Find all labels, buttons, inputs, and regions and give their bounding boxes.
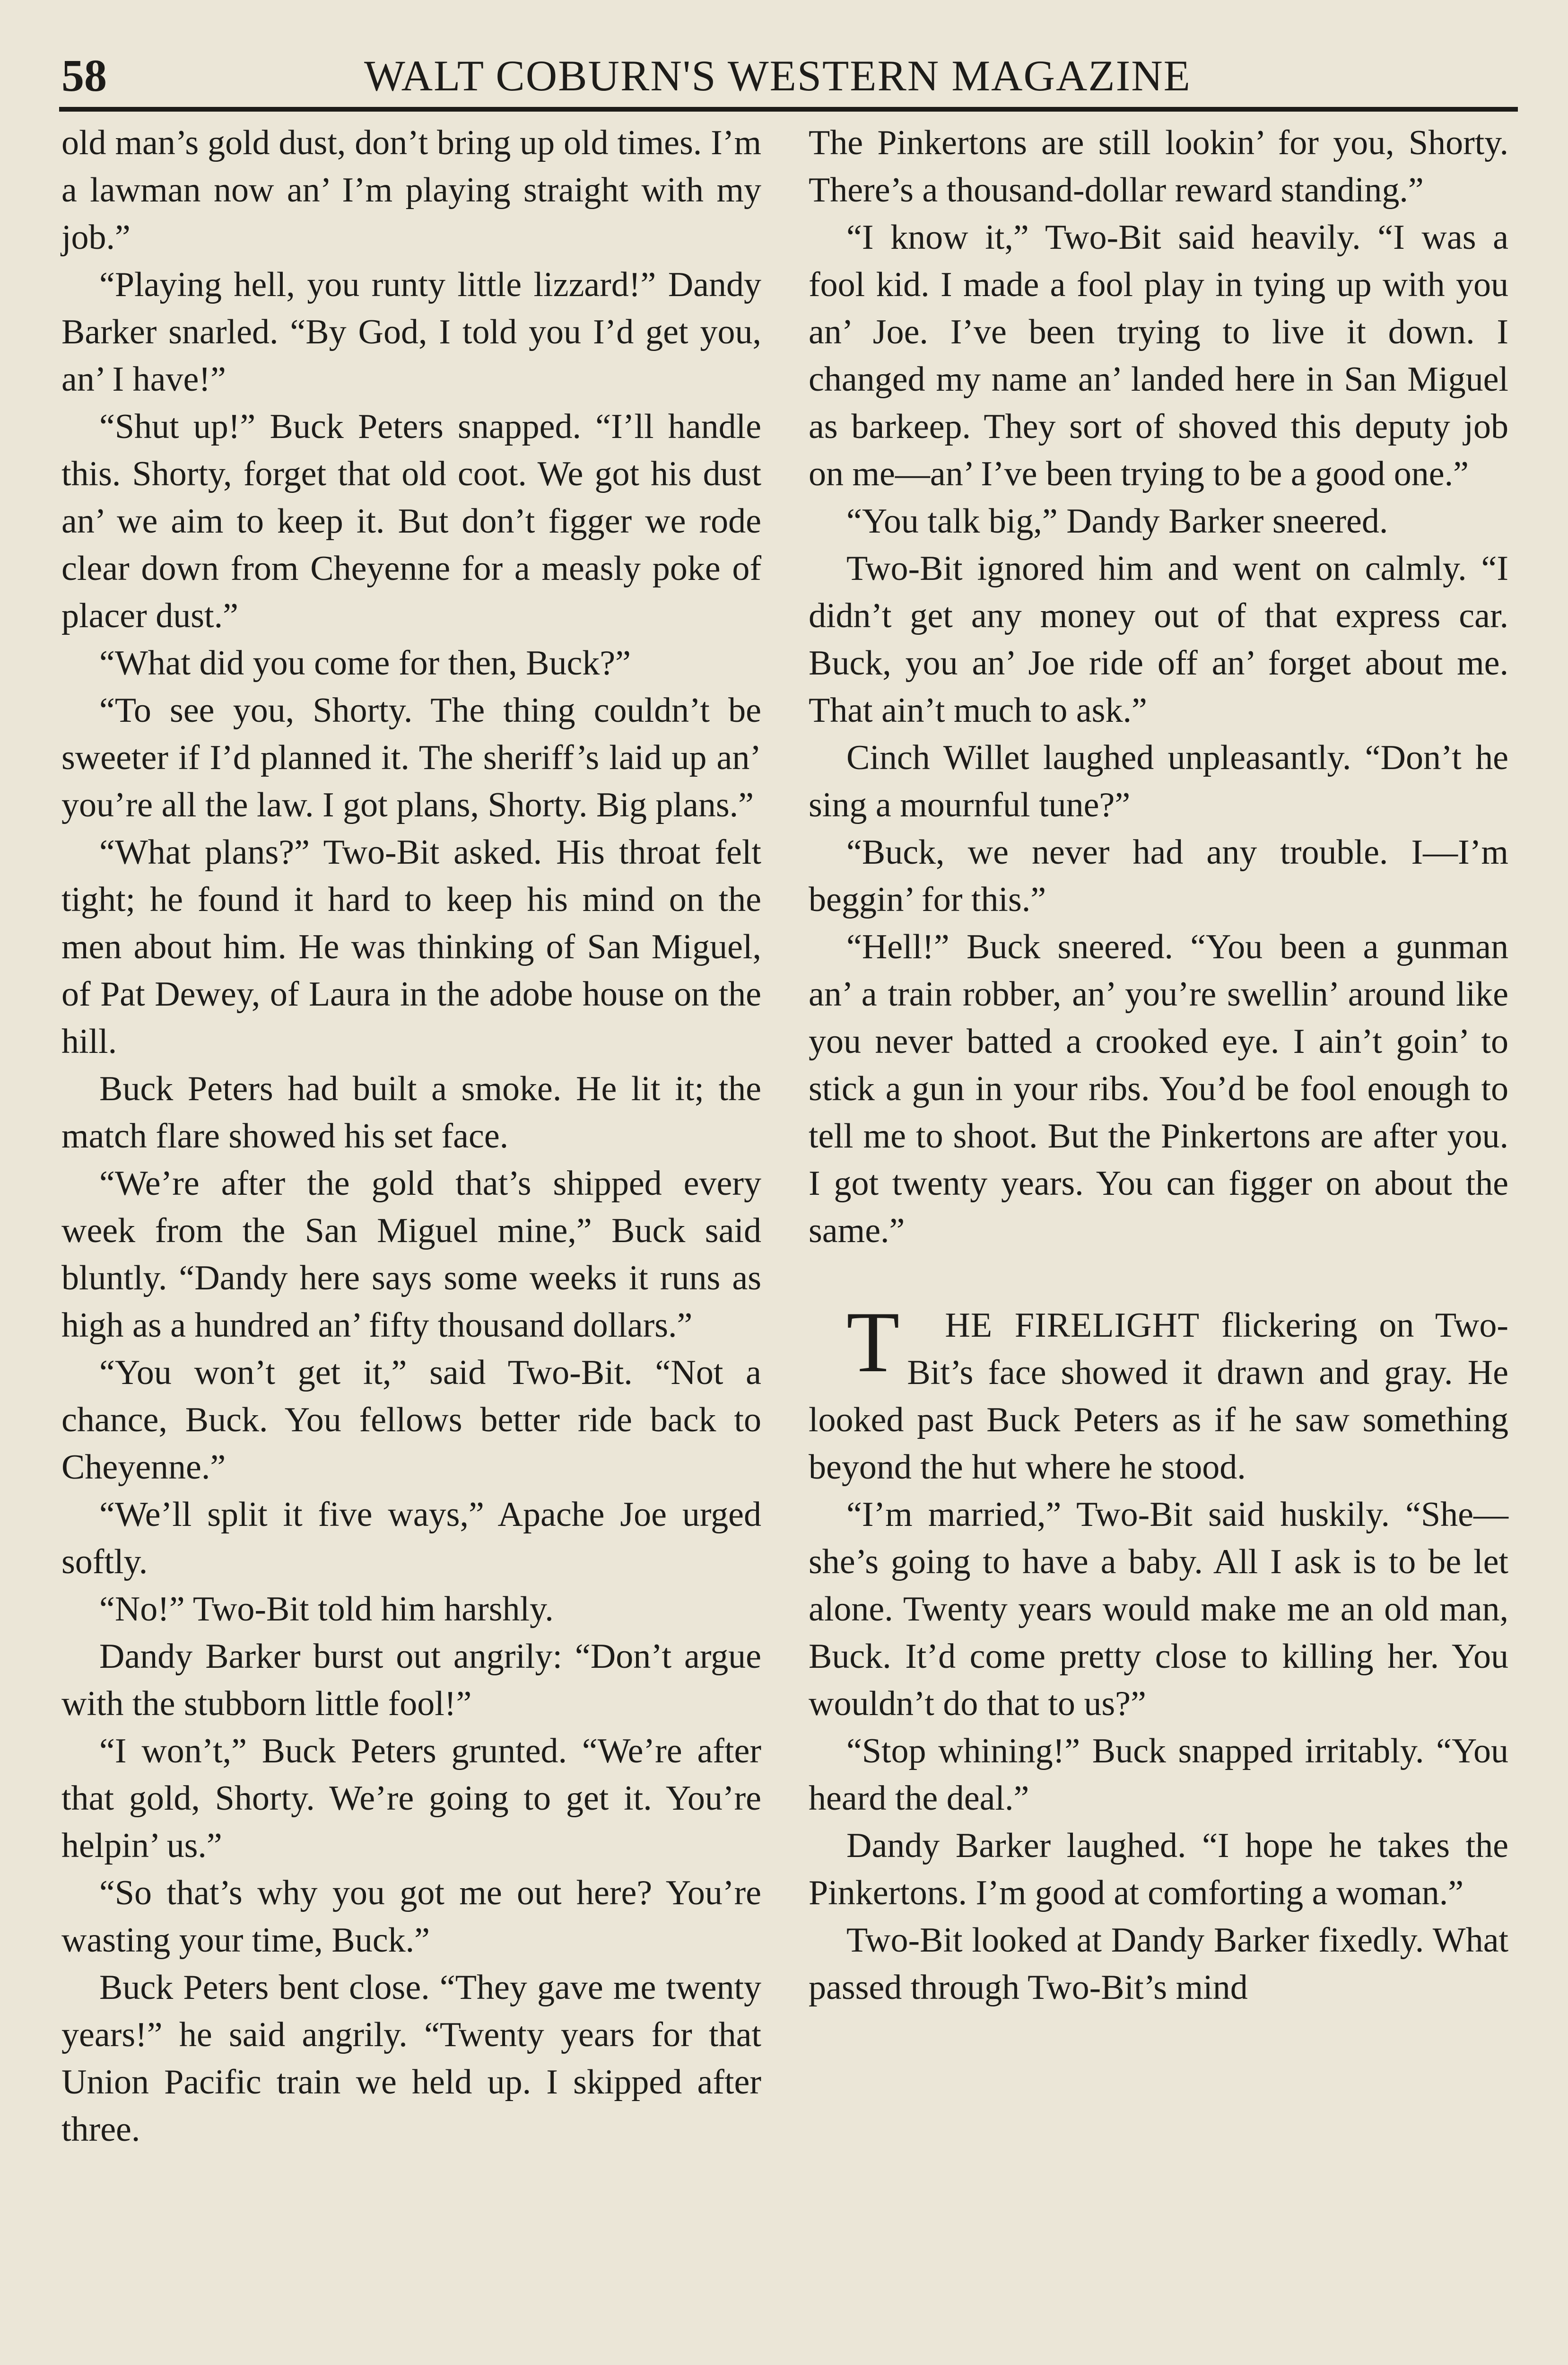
page-header bbox=[61, 45, 1518, 106]
paragraph: Two-Bit looked at Dandy Barker fixedly. What passed through Two-Bit’s mind bbox=[809, 1921, 1508, 2007]
paragraph: “You talk big,” Dandy Barker sneered. bbox=[846, 502, 1388, 541]
running-head: WALT COBURN'S WESTERN MAGAZINE bbox=[364, 52, 1191, 100]
paragraph: old man’s gold dust, don’t bring up old times. I’m a lawman now an’ I’m playing straight with my job.” bbox=[61, 123, 761, 257]
paragraph: “Playing hell, you runty little lizzard!” Dandy Barker snarled. “By God, I told you I’d get you, an’ I have!” bbox=[61, 265, 761, 399]
paragraph: “Buck, we never had any trouble. I—I’m beggin’ for this.” bbox=[809, 833, 1508, 919]
lead-text: flickering on Two-Bit’s face showed it drawn and gray. He looked past Buck Peters as if he saw something beyond the hut where he stood. bbox=[809, 1306, 1508, 1487]
paragraph: “We’ll split it five ways,” Apache Joe urged softly. bbox=[61, 1495, 761, 1581]
paragraph: Buck Peters had built a smoke. He lit it; the match flare showed his set face. bbox=[61, 1069, 761, 1156]
paragraph: “Shut up!” Buck Peters snapped. “I’ll handle this. Shorty, forget that old coot. We got his dust an’ we aim to keep it. But don’t figger we rode clear down from Cheyenne for a measly poke of placer dust.” bbox=[61, 407, 761, 635]
paragraph: “What plans?” Two-Bit asked. His throat felt tight; he found it hard to keep his mind on the men about him. He was thinking of San Miguel, of Pat Dewey, of Laura in the adobe house on the hill. bbox=[61, 833, 761, 1061]
paragraph: “To see you, Shorty. The thing couldn’t be sweeter if I’d planned it. The sheriff’s laid up an’ you’re all the law. I got plans, Shorty. Big plans.” bbox=[61, 691, 761, 824]
paragraph: Dandy Barker laughed. “I hope he takes the Pinkertons. I’m good at comforting a woman.” bbox=[809, 1826, 1508, 1912]
paragraph: Two-Bit ignored him and went on calmly. “I didn’t get any money out of that express car. Buck, you an’ Joe ride off an’ forget about me. That ain’t much to ask.” bbox=[809, 549, 1508, 730]
paragraph: The Pinkertons are still lookin’ for you, Shorty. There’s a thousand-dollar reward standing.” bbox=[809, 123, 1508, 210]
header-rule bbox=[59, 107, 1518, 112]
lead-caps: HE FIRELIGHT bbox=[945, 1306, 1200, 1345]
drop-cap: T bbox=[846, 1294, 900, 1390]
paragraph: Dandy Barker burst out angrily: “Don’t argue with the stubborn little fool!” bbox=[61, 1637, 761, 1723]
paragraph: “I’m married,” Two-Bit said huskily. “She—she’s going to have a baby. All I ask is to be let alone. Twenty years would make me an old man, Buck. It’d come pretty close to killing her. You wouldn’t do that to us?” bbox=[809, 1495, 1508, 1723]
paragraph: “Hell!” Buck sneered. “You been a gunman an’ a train robber, an’ you’re swellin’ around like you never batted a crooked eye. I ain’t goin’ to stick a gun in your ribs. You’d be fool enough to tell me to shoot. But the Pinkertons are after you. I got twenty years. You can figger on about the same.” bbox=[809, 928, 1508, 1250]
paragraph: “Stop whining!” Buck snapped irritably. “You heard the deal.” bbox=[809, 1732, 1508, 1818]
section-lead-paragraph bbox=[809, 1294, 1508, 1491]
paragraph: “No!” Two-Bit told him harshly. bbox=[99, 1590, 554, 1629]
paragraph: “We’re after the gold that’s shipped every week from the San Miguel mine,” Buck said bluntly. “Dandy here says some weeks it runs as high as a hundred an’ fifty thousand dollars.” bbox=[61, 1164, 761, 1345]
page-number: 58 bbox=[61, 50, 107, 101]
left-column bbox=[61, 119, 761, 2153]
paragraph: “What did you come for then, Buck?” bbox=[99, 644, 631, 683]
paragraph: “I know it,” Two-Bit said heavily. “I was a fool kid. I made a fool play in tying up with you an’ Joe. I’ve been trying to live it down. I changed my name an’ landed here in San Miguel as barkeep. They sort of shoved this deputy job on me—an’ I’ve been trying to be a good one.” bbox=[809, 218, 1508, 493]
paragraph: “So that’s why you got me out here? You’re wasting your time, Buck.” bbox=[61, 1874, 761, 1960]
paragraph: Buck Peters bent close. “They gave me twenty years!” he said angrily. “Twenty years for that Union Pacific train we held up. I skipped after three. bbox=[61, 1968, 761, 2149]
section-break bbox=[809, 1254, 1508, 1302]
paragraph: “You won’t get it,” said Two-Bit. “Not a chance, Buck. You fellows better ride back to Cheyenne.” bbox=[61, 1353, 761, 1487]
right-column bbox=[809, 119, 1508, 2011]
paragraph: “I won’t,” Buck Peters grunted. “We’re after that gold, Shorty. We’re going to get it. You’re helpin’ us.” bbox=[61, 1732, 761, 1865]
paragraph: Cinch Willet laughed unpleasantly. “Don’t he sing a mournful tune?” bbox=[809, 738, 1508, 824]
